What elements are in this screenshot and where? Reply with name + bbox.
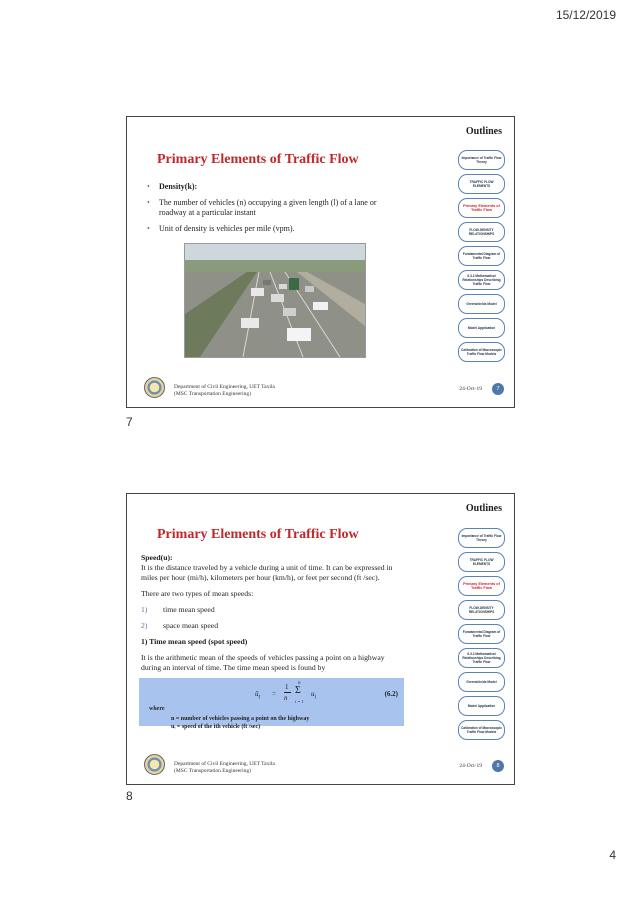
formula-box (139, 678, 404, 730)
outlines-title: Outlines (465, 503, 502, 514)
sidebar-item-traffic-flow-elements[interactable]: TRAFFIC FLOW ELEMENTS (458, 552, 505, 572)
formula-denominator: n (284, 694, 288, 702)
list-number: 2) (141, 621, 148, 630)
density-unit: Unit of density is vehicles per mile (vpm). (159, 224, 295, 233)
types-intro: There are two types of mean speeds: (141, 589, 254, 598)
type-item (141, 605, 401, 615)
type-text: time mean speed (163, 605, 215, 614)
sidebar-item-flow-density[interactable]: FLOW-DENSITY RELATIONSHIPS (458, 222, 505, 242)
bullet-item (147, 182, 392, 192)
density-definition: The number of vehicles (n) occupying a given length (l) of a lane or roadway at a particular instant (159, 198, 377, 217)
footer-department (174, 761, 275, 775)
bullet-marker: • (147, 182, 150, 191)
outlines-title: Outlines (465, 126, 502, 137)
sidebar-item-fundamental-diagram[interactable]: Fundamental Diagram of Traffic Flow (458, 624, 505, 644)
slide-number-badge: 8 (492, 760, 504, 772)
slide-number-badge: 7 (492, 383, 504, 395)
sum-upper-limit: n (298, 681, 301, 686)
time-mean-speed-definition: It is the arithmetic mean of the speeds of vehicles passing a point on a highway during an interval of time. The time mean speed is found by (141, 653, 385, 672)
sidebar-item-model-application[interactable]: Model Application (458, 318, 505, 338)
formula-lhs-sub: t (258, 694, 261, 701)
formula-numerator: 1 (285, 683, 289, 691)
department-line: Department of Civil Engineering, UET Taxila (174, 761, 275, 767)
sidebar-item-primary-elements[interactable]: Primary Elements of Traffic Flow (458, 198, 505, 218)
sidebar-item-traffic-flow-theory[interactable]: Importance of Traffic Flow Theory (458, 528, 505, 548)
sidebar-item-mathematical-relationships[interactable]: 6.3.2 Mathematical Relationships Describing Traffic Flow (458, 648, 505, 668)
type-text: space mean speed (163, 621, 219, 630)
formula-term: u (311, 690, 315, 698)
footer-date: 24-Oct-19 (459, 386, 482, 392)
sidebar-item-flow-density[interactable]: FLOW-DENSITY RELATIONSHIPS (458, 600, 505, 620)
slide-label: 7 (126, 415, 133, 429)
footer-department (174, 384, 275, 398)
definition-n: n = number of vehicles passing a point on the highway (171, 716, 310, 722)
formula-equals: = (272, 690, 276, 698)
bullet-list (147, 182, 392, 240)
formula-term-sub: i (314, 694, 317, 701)
speed-paragraph (141, 553, 401, 583)
formula-where: where (149, 706, 165, 712)
time-mean-speed-heading (141, 637, 401, 647)
page-number: 4 (609, 848, 616, 862)
uet-logo (144, 754, 165, 775)
slide-7 (126, 116, 515, 408)
sidebar-item-traffic-flow-elements[interactable]: TRAFFIC FLOW ELEMENTS (458, 174, 505, 194)
sidebar-item-mathematical-relationships[interactable]: 6.3.2 Mathematical Relationships Describing Traffic Flow (458, 270, 505, 290)
outline-sidebar (458, 150, 505, 366)
bullet-item (147, 198, 392, 218)
time-mean-speed-formula (255, 682, 337, 705)
sidebar-item-calibration[interactable]: Calibration of Macroscopic Traffic Flow Models (458, 342, 505, 362)
formula-lhs: ū (255, 690, 259, 698)
sidebar-item-calibration[interactable]: Calibration of Macroscopic Traffic Flow Models (458, 720, 505, 740)
density-heading: Density(k): (159, 182, 198, 191)
program-line: (MSC Transportation Engineering) (174, 391, 251, 397)
sidebar-item-traffic-flow-theory[interactable]: Importance of Traffic Flow Theory (458, 150, 505, 170)
sidebar-item-model-application[interactable]: Model Application (458, 696, 505, 716)
list-number: 1) (141, 605, 148, 614)
sidebar-item-primary-elements[interactable]: Primary Elements of Traffic Flow (458, 576, 505, 596)
bullet-marker: • (147, 224, 150, 233)
page-date: 15/12/2019 (555, 8, 616, 22)
sidebar-item-fundamental-diagram[interactable]: Fundamental Diagram of Traffic Flow (458, 246, 505, 266)
sidebar-item-greenshields-model[interactable]: Greenshields Model (458, 294, 505, 314)
definition-u: uᵢ = speed of the ith vehicle (ft /sec) (171, 724, 261, 730)
sum-lower-limit: i = 1 (295, 699, 304, 704)
slide-8 (126, 493, 515, 785)
traffic-photo (184, 243, 366, 358)
department-line: Department of Civil Engineering, UET Taxila (174, 384, 275, 390)
bullet-marker: • (147, 198, 150, 207)
program-line: (MSC Transportation Engineering) (174, 768, 251, 774)
slide-body (141, 553, 401, 679)
sidebar-item-greenshields-model[interactable]: Greenshields Model (458, 672, 505, 692)
speed-heading: Speed(u): (141, 553, 173, 562)
uet-logo (144, 377, 165, 398)
outline-sidebar (458, 528, 505, 744)
slide-title: Primary Elements of Traffic Flow (157, 152, 359, 167)
time-mean-speed-title: 1) Time mean speed (spot speed) (141, 637, 248, 646)
fraction-bar (284, 692, 291, 693)
sum-symbol: Σ (295, 685, 301, 696)
equation-number: (6.2) (384, 690, 398, 698)
speed-definition: It is the distance traveled by a vehicle during a unit of time. It can be expressed in miles per hour (mi/h), kilometers per hour (km/h), or feet per second (ft /sec). (141, 563, 393, 582)
footer-date: 24-Oct-19 (459, 763, 482, 769)
bullet-item (147, 224, 392, 234)
type-item (141, 621, 401, 631)
slide-label: 8 (126, 789, 133, 803)
slide-title: Primary Elements of Traffic Flow (157, 527, 359, 542)
